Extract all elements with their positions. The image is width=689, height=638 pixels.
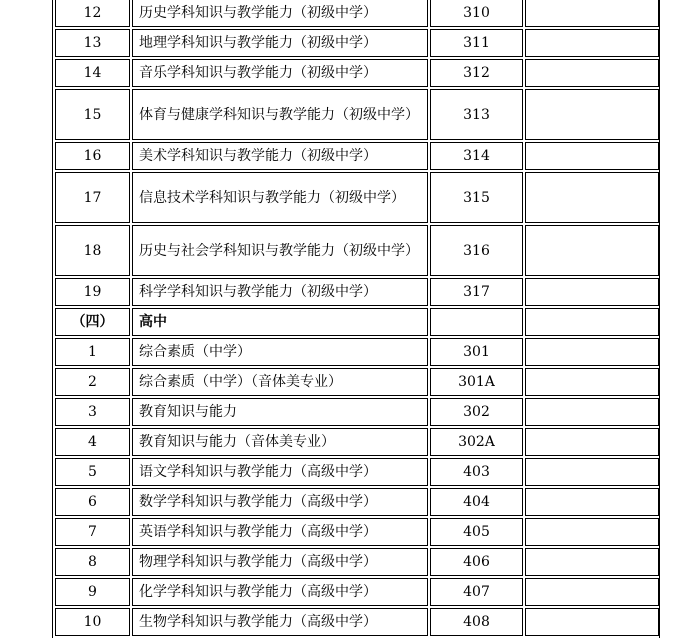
subject-code-cell: 405 xyxy=(430,518,523,546)
subject-code-cell: 311 xyxy=(430,29,523,57)
table-row xyxy=(55,172,659,223)
note-cell xyxy=(525,608,659,636)
note-cell xyxy=(525,0,659,27)
subject-name-cell: 历史学科知识与教学能力（初级中学） xyxy=(132,0,428,27)
row-number-cell: 10 xyxy=(55,608,130,636)
subject-name-cell: 美术学科知识与教学能力（初级中学） xyxy=(132,142,428,170)
subject-table-body xyxy=(55,0,659,636)
subject-code-cell: 302A xyxy=(430,428,523,456)
note-cell xyxy=(525,338,659,366)
subject-code-cell: 301 xyxy=(430,338,523,366)
table-row xyxy=(55,428,659,456)
note-cell xyxy=(525,59,659,87)
row-number-cell: 18 xyxy=(55,225,130,276)
subject-code-cell: 406 xyxy=(430,548,523,576)
note-cell xyxy=(525,458,659,486)
subject-code-cell: 314 xyxy=(430,142,523,170)
subject-code-cell: 310 xyxy=(430,0,523,27)
table-row xyxy=(55,398,659,426)
table-row xyxy=(55,488,659,516)
section-number-cell: （四） xyxy=(55,308,130,336)
note-cell xyxy=(525,278,659,306)
subject-code-cell: 313 xyxy=(430,89,523,140)
subject-name-cell: 教育知识与能力（音体美专业） xyxy=(132,428,428,456)
subject-code-cell: 302 xyxy=(430,398,523,426)
note-cell xyxy=(525,368,659,396)
table-row xyxy=(55,278,659,306)
table-row xyxy=(55,59,659,87)
section-header-row xyxy=(55,308,659,336)
row-number-cell: 15 xyxy=(55,89,130,140)
subject-code-cell: 312 xyxy=(430,59,523,87)
table-row xyxy=(55,338,659,366)
subject-name-cell: 综合素质（中学）（音体美专业） xyxy=(132,368,428,396)
table-row xyxy=(55,368,659,396)
row-number-cell: 19 xyxy=(55,278,130,306)
note-cell xyxy=(525,225,659,276)
subject-name-cell: 音乐学科知识与教学能力（初级中学） xyxy=(132,59,428,87)
subject-code-cell xyxy=(430,308,523,336)
subject-table-container xyxy=(52,0,660,638)
subject-name-cell: 英语学科知识与教学能力（高级中学） xyxy=(132,518,428,546)
note-cell xyxy=(525,29,659,57)
row-number-cell: 9 xyxy=(55,578,130,606)
section-title-cell: 高中 xyxy=(132,308,428,336)
subject-name-cell: 教育知识与能力 xyxy=(132,398,428,426)
row-number-cell: 6 xyxy=(55,488,130,516)
row-number-cell: 1 xyxy=(55,338,130,366)
note-cell xyxy=(525,89,659,140)
subject-code-cell: 316 xyxy=(430,225,523,276)
note-cell xyxy=(525,488,659,516)
note-cell xyxy=(525,142,659,170)
subject-name-cell: 数学学科知识与教学能力（高级中学） xyxy=(132,488,428,516)
table-row xyxy=(55,608,659,636)
subject-name-cell: 语文学科知识与教学能力（高级中学） xyxy=(132,458,428,486)
subject-code-cell: 404 xyxy=(430,488,523,516)
row-number-cell: 13 xyxy=(55,29,130,57)
subject-code-cell: 403 xyxy=(430,458,523,486)
note-cell xyxy=(525,308,659,336)
subject-name-cell: 体育与健康学科知识与教学能力（初级中学） xyxy=(132,89,428,140)
table-row xyxy=(55,548,659,576)
row-number-cell: 16 xyxy=(55,142,130,170)
row-number-cell: 8 xyxy=(55,548,130,576)
subject-name-cell: 历史与社会学科知识与教学能力（初级中学） xyxy=(132,225,428,276)
subject-name-cell: 信息技术学科知识与教学能力（初级中学） xyxy=(132,172,428,223)
subject-name-cell: 地理学科知识与教学能力（初级中学） xyxy=(132,29,428,57)
subject-name-cell: 综合素质（中学） xyxy=(132,338,428,366)
subject-code-cell: 317 xyxy=(430,278,523,306)
note-cell xyxy=(525,428,659,456)
row-number-cell: 7 xyxy=(55,518,130,546)
table-row xyxy=(55,518,659,546)
table-row xyxy=(55,0,659,27)
table-row xyxy=(55,225,659,276)
table-row xyxy=(55,29,659,57)
subject-code-cell: 407 xyxy=(430,578,523,606)
table-row xyxy=(55,89,659,140)
note-cell xyxy=(525,518,659,546)
table-row xyxy=(55,142,659,170)
row-number-cell: 3 xyxy=(55,398,130,426)
row-number-cell: 5 xyxy=(55,458,130,486)
note-cell xyxy=(525,578,659,606)
note-cell xyxy=(525,398,659,426)
table-row xyxy=(55,578,659,606)
subject-name-cell: 物理学科知识与教学能力（高级中学） xyxy=(132,548,428,576)
row-number-cell: 2 xyxy=(55,368,130,396)
subject-code-cell: 408 xyxy=(430,608,523,636)
subject-code-cell: 301A xyxy=(430,368,523,396)
note-cell xyxy=(525,172,659,223)
subject-name-cell: 科学学科知识与教学能力（初级中学） xyxy=(132,278,428,306)
table-row xyxy=(55,458,659,486)
row-number-cell: 4 xyxy=(55,428,130,456)
row-number-cell: 17 xyxy=(55,172,130,223)
row-number-cell: 12 xyxy=(55,0,130,27)
subject-name-cell: 化学学科知识与教学能力（高级中学） xyxy=(132,578,428,606)
subject-code-cell: 315 xyxy=(430,172,523,223)
row-number-cell: 14 xyxy=(55,59,130,87)
subject-table xyxy=(53,0,661,638)
note-cell xyxy=(525,548,659,576)
subject-name-cell: 生物学科知识与教学能力（高级中学） xyxy=(132,608,428,636)
